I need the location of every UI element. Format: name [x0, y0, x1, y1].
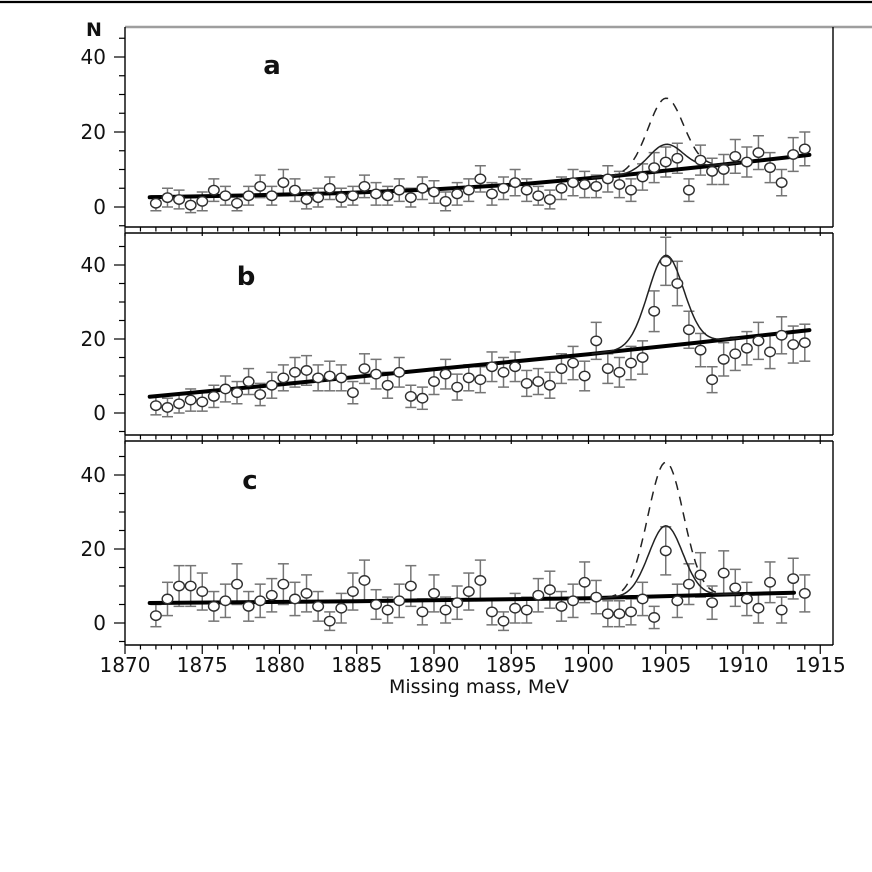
panel-a-plot: [150, 98, 811, 212]
x-tick-label: 1905: [640, 653, 692, 677]
panel-b-y-tick-label: 20: [80, 327, 106, 351]
panel-b-label: b: [236, 262, 256, 292]
panel-a-label: a: [263, 51, 281, 81]
x-tick-label: 1875: [176, 653, 228, 677]
panel-c-x-ticks: [125, 645, 820, 654]
panel-c-label: c: [242, 466, 258, 496]
x-tick-label: 1910: [717, 653, 769, 677]
panel-a-y-tick-label: 0: [93, 195, 106, 219]
panel-a-y-ticks: [114, 38, 125, 226]
panel-a-x-ticks: [125, 227, 820, 236]
x-tick-label: 1890: [408, 653, 460, 677]
panel-c-y-ticks: [114, 457, 125, 642]
panel-a-data-points: [151, 144, 811, 210]
panel-c-y-tick-label: 40: [80, 463, 106, 487]
panel-a-y-tick-label: 40: [80, 45, 106, 69]
panel-b-y-ticks: [114, 247, 125, 432]
panel-b-y-tick-label: 40: [80, 253, 106, 277]
x-tick-label: 1915: [794, 653, 846, 677]
x-axis-title: Missing mass, MeV: [389, 676, 569, 698]
panel-a-y-tick-label: 20: [80, 120, 106, 144]
x-tick-label: 1870: [99, 653, 151, 677]
panel-c-y-tick-label: 0: [93, 611, 106, 635]
panel-b-x-ticks: [125, 435, 820, 444]
x-tick-label: 1885: [331, 653, 383, 677]
x-tick-label: 1880: [254, 653, 305, 677]
x-tick-label: 1900: [563, 653, 614, 677]
y-axis-symbol: N: [86, 19, 102, 41]
x-tick-label: 1895: [485, 653, 537, 677]
panel-b-y-tick-label: 0: [93, 401, 106, 425]
panel-c-y-tick-label: 20: [80, 537, 106, 561]
